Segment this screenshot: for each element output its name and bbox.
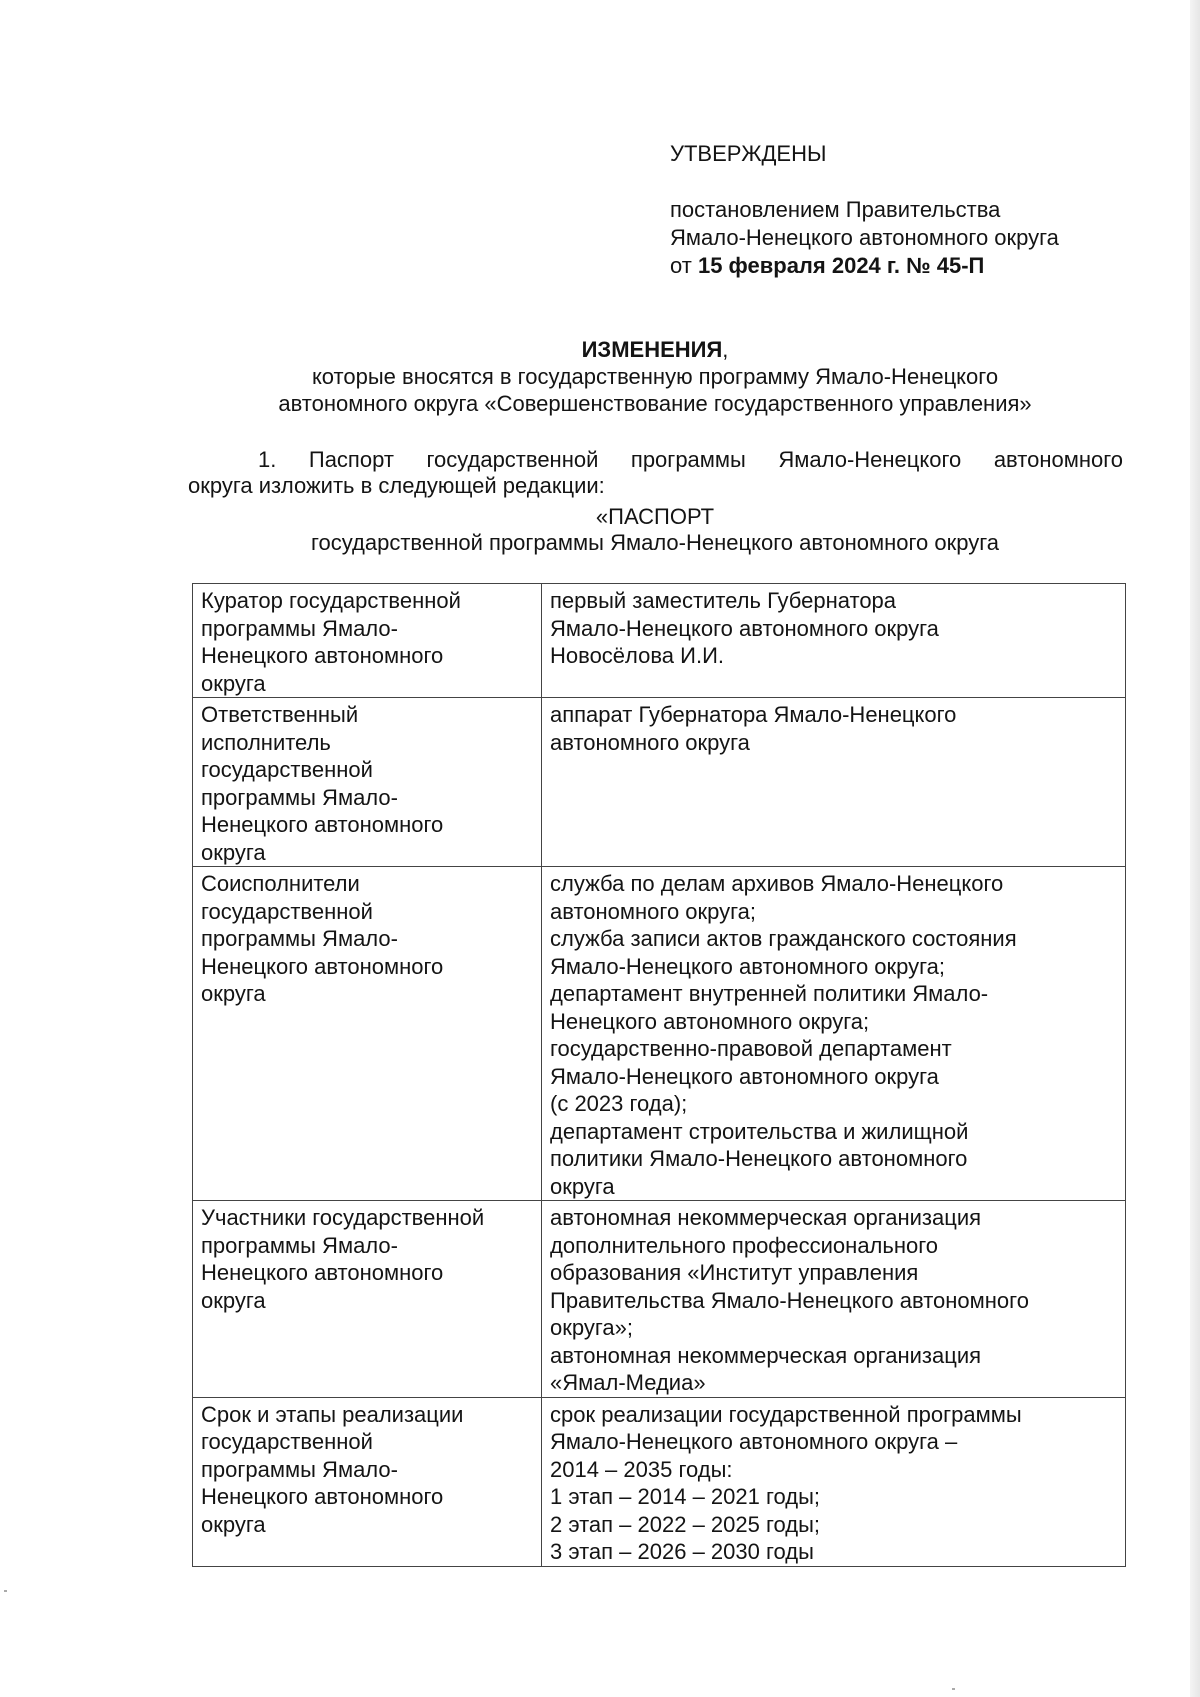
row-value-line: срок реализации государственной программы: [550, 1401, 1022, 1427]
table-row: [193, 1397, 1126, 1566]
table-row: [193, 867, 1126, 1201]
row-label-line: округа: [201, 1287, 266, 1313]
row-label-line: округа: [201, 839, 266, 865]
row-value-line: Ямало-Ненецкого автономного округа: [550, 615, 939, 641]
row-label-line: программы Ямало-: [201, 1456, 398, 1482]
row-value-cell: [542, 698, 1126, 867]
approval-date-line: [670, 252, 1059, 280]
heading-title-line: [180, 336, 1130, 363]
table-row: [193, 1201, 1126, 1398]
approval-date-prefix: от: [670, 253, 692, 278]
passport-subtitle: государственной программы Ямало-Ненецкого автономного округа: [310, 530, 999, 555]
passport-table-body: [193, 584, 1126, 1567]
row-value-line: дополнительного профессионального: [550, 1232, 939, 1258]
scan-speck: [952, 1688, 955, 1690]
row-label-line: программы Ямало-: [201, 615, 398, 641]
table-row: [193, 698, 1126, 867]
row-label-line: Ненецкого автономного: [201, 1260, 444, 1285]
row-value-cell: [542, 584, 1126, 698]
approval-title: УТВЕРЖДЕНЫ: [670, 141, 827, 166]
approval-line-2: Ямало-Ненецкого автономного округа: [670, 225, 1059, 250]
row-label-line: округа: [201, 670, 266, 696]
row-value-line: служба записи актов гражданского состояния: [550, 926, 1017, 951]
row-label-line: округа: [201, 981, 266, 1006]
row-value-line: Правительства Ямало-Ненецкого автономного: [550, 1287, 1029, 1313]
row-label-line: программы Ямало-: [201, 1232, 398, 1258]
document-heading: [180, 336, 1130, 417]
approval-block: [670, 140, 1059, 280]
passport-title: «ПАСПОРТ: [595, 504, 715, 529]
row-value-line: политики Ямало-Ненецкого автономного: [550, 1146, 968, 1171]
row-label-line: Ответственный: [201, 702, 359, 727]
row-label-line: государственной: [201, 757, 373, 782]
row-value-line: 3 этап – 2026 – 2030 годы: [550, 1539, 814, 1564]
row-value-line: Ямало-Ненецкого автономного округа –: [550, 1429, 958, 1454]
paragraph-line-1: 1. Паспорт государственной программы Ямало-Ненецкого автономного: [258, 447, 1123, 472]
row-value-cell: [542, 1397, 1126, 1566]
row-label-line: Ненецкого автономного: [201, 953, 444, 979]
row-value-line: первый заместитель Губернатора: [550, 588, 897, 613]
scan-speck: [4, 1590, 7, 1592]
row-value-line: аппарат Губернатора Ямало-Ненецкого: [550, 702, 957, 727]
row-value-line: 2 этап – 2022 – 2025 годы;: [550, 1511, 821, 1537]
row-label-line: Ненецкого автономного: [201, 1484, 444, 1509]
row-label-line: исполнитель: [201, 729, 331, 755]
row-value-line: округа»;: [550, 1315, 633, 1340]
page-edge: [1190, 0, 1200, 1697]
passport-heading: [180, 504, 1130, 556]
heading-line-2: автономного округа «Совершенствование государственного управления»: [278, 391, 1032, 416]
heading-line-1: которые вносятся в государственную программу Ямало-Ненецкого: [311, 364, 999, 389]
row-label-cell: [193, 867, 542, 1201]
row-value-line: образования «Институт управления: [550, 1260, 919, 1285]
row-label-cell: [193, 1397, 542, 1566]
paragraph-1: [188, 447, 1123, 499]
row-value-line: автономного округа;: [550, 898, 757, 924]
row-value-line: Новосёлова И.И.: [550, 643, 724, 668]
paragraph-line-2: округа изложить в следующей редакции:: [188, 473, 605, 498]
row-value-line: 1 этап – 2014 – 2021 годы;: [550, 1484, 821, 1509]
heading-title-suffix: ,: [722, 337, 729, 362]
row-label-cell: [193, 698, 542, 867]
row-value-line: автономная некоммерческая организация: [550, 1205, 982, 1230]
row-value-line: служба по делам архивов Ямало-Ненецкого: [550, 871, 1004, 896]
row-label-cell: [193, 584, 542, 698]
row-value-line: Ненецкого автономного округа;: [550, 1008, 870, 1034]
row-label-line: Участники государственной: [201, 1205, 485, 1230]
row-value-cell: [542, 867, 1126, 1201]
passport-table: [192, 583, 1126, 1567]
approval-line-1: постановлением Правительства: [670, 197, 1001, 222]
table-row: [193, 584, 1126, 698]
row-value-line: государственно-правовой департамент: [550, 1036, 952, 1061]
row-label-line: программы Ямало-: [201, 926, 398, 951]
row-label-line: Соисполнители: [201, 871, 360, 896]
row-label-line: государственной: [201, 898, 373, 924]
row-label-line: государственной: [201, 1429, 373, 1454]
row-value-line: Ямало-Ненецкого автономного округа;: [550, 953, 946, 979]
row-label-line: Срок и этапы реализации: [201, 1401, 464, 1427]
row-label-line: Ненецкого автономного: [201, 643, 444, 668]
row-value-cell: [542, 1201, 1126, 1398]
row-value-line: (с 2023 года);: [550, 1091, 688, 1116]
row-value-line: «Ямал-Медиа»: [550, 1370, 706, 1395]
row-label-line: Куратор государственной: [201, 588, 461, 613]
approval-date-number: 15 февраля 2024 г. № 45-П: [697, 253, 985, 278]
row-value-line: автономная некоммерческая организация: [550, 1342, 982, 1368]
row-value-line: автономного округа: [550, 729, 750, 755]
row-value-line: 2014 – 2035 годы:: [550, 1456, 733, 1482]
heading-title: ИЗМЕНЕНИЯ: [581, 337, 723, 362]
row-value-line: департамент строительства и жилищной: [550, 1118, 969, 1144]
row-label-line: округа: [201, 1511, 266, 1537]
row-value-line: департамент внутренней политики Ямало-: [550, 981, 989, 1006]
row-label-line: программы Ямало-: [201, 784, 398, 810]
row-label-cell: [193, 1201, 542, 1398]
row-label-line: Ненецкого автономного: [201, 812, 444, 837]
row-value-line: Ямало-Ненецкого автономного округа: [550, 1063, 939, 1089]
row-value-line: округа: [550, 1173, 615, 1199]
